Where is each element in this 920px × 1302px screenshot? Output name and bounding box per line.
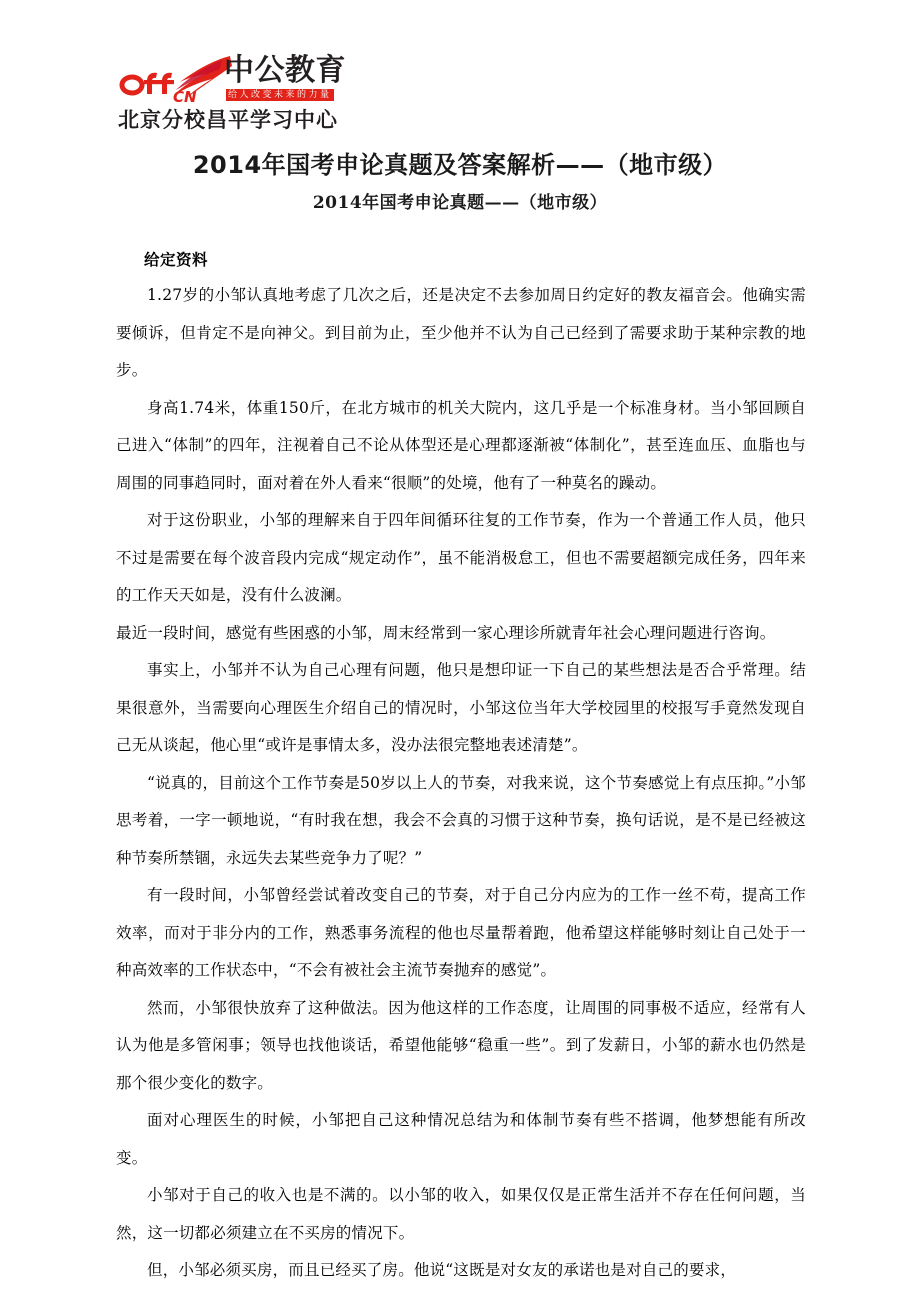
logo-branch-text: 北京分校昌平学习中心 <box>118 108 338 132</box>
page-title: 2014年国考申论真题及答案解析——（地市级） <box>192 151 728 179</box>
logo-primary-row <box>118 52 418 104</box>
paragraph: 对于这份职业，小邹的理解来自于四年间循环往复的工作节奏，作为一个普通工作人员，他只不过是需要在每个波音段内完成“规定动作”，虽不能消极怠工，但也不需要超额完成任务，四年来的工作天天如是，没有什么波澜。 <box>116 511 806 604</box>
paragraph: 小邹对于自己的收入也是不满的。以小邹的收入，如果仅仅是正常生活并不存在任何问题，当然，这一切都必须建立在不买房的情况下。 <box>116 1186 806 1242</box>
site-logo <box>118 52 418 136</box>
offcn-swoosh-icon <box>118 54 236 104</box>
logo-brand-text: 中公教育 <box>224 53 346 88</box>
section-heading: 给定资料 <box>144 251 209 269</box>
logo-slogan-banner: 给人改变未来的力量 <box>228 90 332 100</box>
paragraph: 但，小邹必须买房，而且已经买了房。他说“这既是对女友的承诺也是对自己的要求， <box>147 1261 737 1279</box>
document-body <box>116 245 806 1290</box>
paragraph: 1.27岁的小邹认真地考虑了几次之后，还是决定不去参加周日约定好的教友福音会。他确实需要倾诉，但肯定不是向神父。到目前为止，至少他并不认为自己已经到了需要求助于某种宗教的地步。 <box>116 286 806 379</box>
paragraph: 最近一段时间，感觉有些困惑的小邹，周末经常到一家心理诊所就青年社会心理问题进行咨询。 <box>116 623 776 642</box>
svg-text:CN: CN <box>173 88 197 104</box>
paragraph: 然而，小邹很快放弃了这种做法。因为他这样的工作态度，让周围的同事极不适应，经常有人认为他是多管闲事；领导也找他谈话，希望他能够“稳重一些”。到了发薪日，小邹的薪水也仍然是那个很少变化的数字。 <box>116 998 806 1092</box>
paragraph: 事实上，小邹并不认为自己心理有问题，他只是想印证一下自己的某些想法是否合乎常理。结果很意外，当需要向心理医生介绍自己的情况时，小邹这位当年大学校园里的校报写手竟然发现自己无从谈起，他心里“或许是事情太多，没办法很完整地表述清楚”。 <box>116 661 806 754</box>
paragraph: “说真的，目前这个工作节奏是50岁以上人的节奏，对我来说，这个节奏感觉上有点压抑。”小邹思考着，一字一顿地说，“有时我在想，我会不会真的习惯于这种节奏，换句话说，是不是已经被这种节奏所禁锢，永远失去某些竞争力了呢？” <box>116 773 806 867</box>
paragraph: 有一段时间，小邹曾经尝试着改变自己的节奏，对于自己分内应为的工作一丝不苟，提高工作效率，而对于非分内的工作，熟悉事务流程的他也尽量帮着跑，他希望这样能够时刻让自己处于一种高效率的工作状态中，“不会有被社会主流节奏抛弃的感觉”。 <box>116 886 806 979</box>
paragraph: 身高1.74米，体重150斤，在北方城市的机关大院内，这几乎是一个标准身材。当小邹回顾自己进入“体制”的四年，注视着自己不论从体型还是心理都逐渐被“体制化”，甚至连血压、血脂也与周围的同事趋同时，面对着在外人看来“很顺”的处境，他有了一种莫名的躁动。 <box>116 398 806 492</box>
page-subtitle: 2014年国考申论真题——（地市级） <box>312 193 608 213</box>
paragraph: 面对心理医生的时候，小邹把自己这种情况总结为和体制节奏有些不搭调，他梦想能有所改变。 <box>116 1111 806 1167</box>
